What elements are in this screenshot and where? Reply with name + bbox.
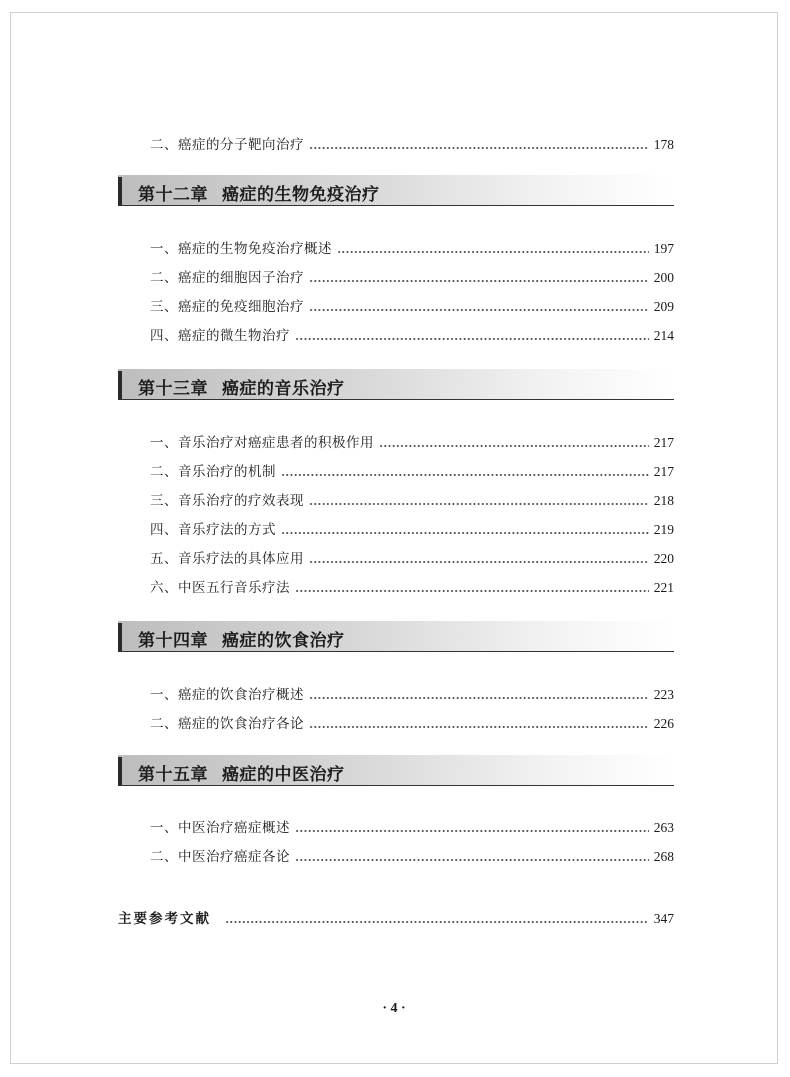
- toc-entry[interactable]: [150, 462, 674, 482]
- toc-entry-page: 178: [653, 137, 674, 152]
- toc-entry-label: 六、中医五行音乐疗法: [150, 580, 290, 596]
- toc-entry-page: 200: [653, 270, 674, 285]
- toc-entry[interactable]: [150, 685, 674, 705]
- dot-leader: [309, 280, 649, 282]
- toc-entry-page: 223: [653, 687, 674, 702]
- chapter-title: 第十三章 癌症的音乐治疗: [138, 379, 345, 399]
- references-entry[interactable]: [118, 909, 674, 929]
- toc-entry[interactable]: [150, 135, 674, 155]
- toc-entry-label: 一、癌症的生物免疫治疗概述: [150, 241, 332, 257]
- dot-leader: [309, 697, 649, 699]
- toc-entry-page: 218: [653, 493, 674, 508]
- toc-entry-page: 209: [653, 299, 674, 314]
- toc-entry-label: 二、癌症的细胞因子治疗: [150, 270, 304, 286]
- toc-entry[interactable]: [150, 268, 674, 288]
- dot-leader: [281, 532, 649, 534]
- toc-entry-label: 一、中医治疗癌症概述: [150, 820, 290, 836]
- dot-leader: [309, 147, 649, 149]
- toc-entry-label: 四、音乐疗法的方式: [150, 522, 276, 538]
- dot-leader: [295, 859, 649, 861]
- toc-entry[interactable]: [150, 578, 674, 598]
- toc-entry[interactable]: [150, 520, 674, 540]
- chapter-heading-14[interactable]: [118, 621, 674, 652]
- toc-entry-label: 四、癌症的微生物治疗: [150, 328, 290, 344]
- toc-entry-page: 197: [653, 241, 674, 256]
- dot-leader: [295, 590, 649, 592]
- dot-leader: [309, 309, 649, 311]
- toc-entry-label: 三、癌症的免疫细胞治疗: [150, 299, 304, 315]
- toc-entry[interactable]: [150, 239, 674, 259]
- dot-leader: [309, 561, 649, 563]
- toc-entry-page: 220: [653, 551, 674, 566]
- chapter-title: 第十四章 癌症的饮食治疗: [138, 631, 345, 651]
- toc-entry[interactable]: [150, 491, 674, 511]
- dot-leader: [281, 474, 649, 476]
- references-label: 主要参考文献: [118, 911, 211, 927]
- toc-entry-label: 二、音乐治疗的机制: [150, 464, 276, 480]
- dot-leader: [309, 726, 649, 728]
- chapter-title: 第十五章 癌症的中医治疗: [138, 765, 345, 785]
- chapter-marker-bar: [118, 623, 122, 651]
- toc-entry[interactable]: [150, 714, 674, 734]
- chapter-marker-bar: [118, 757, 122, 785]
- dot-leader: [337, 251, 649, 253]
- chapter-marker-bar: [118, 177, 122, 205]
- references-page: 347: [653, 911, 674, 926]
- toc-entry-page: 219: [653, 522, 674, 537]
- toc-entry-page: 217: [653, 464, 674, 479]
- toc-entry-label: 二、癌症的饮食治疗各论: [150, 716, 304, 732]
- toc-entry-page: 268: [653, 849, 674, 864]
- toc-entry-label: 一、癌症的饮食治疗概述: [150, 687, 304, 703]
- toc-entry-label: 三、音乐治疗的疗效表现: [150, 493, 304, 509]
- toc-entry-page: 221: [653, 580, 674, 595]
- document-page: [10, 12, 778, 1064]
- chapter-heading-15[interactable]: [118, 755, 674, 786]
- toc-entry[interactable]: [150, 297, 674, 317]
- chapter-title: 第十二章 癌症的生物免疫治疗: [138, 185, 380, 205]
- dot-leader: [295, 830, 649, 832]
- chapter-marker-bar: [118, 371, 122, 399]
- page-number-footer: · 4 ·: [382, 1001, 406, 1016]
- toc-entry-label: 五、音乐疗法的具体应用: [150, 551, 304, 567]
- toc-entry[interactable]: [150, 326, 674, 346]
- dot-leader: [379, 445, 649, 447]
- toc-entry[interactable]: [150, 433, 674, 453]
- dot-leader: [295, 338, 649, 340]
- toc-entry-page: 214: [653, 328, 674, 343]
- toc-entry-label: 一、音乐治疗对癌症患者的积极作用: [150, 435, 374, 451]
- dot-leader: [225, 921, 649, 923]
- toc-entry-page: 226: [653, 716, 674, 731]
- toc-entry[interactable]: [150, 818, 674, 838]
- toc-entry-page: 263: [653, 820, 674, 835]
- toc-entry[interactable]: [150, 847, 674, 867]
- toc-entry-label: 二、中医治疗癌症各论: [150, 849, 290, 865]
- dot-leader: [309, 503, 649, 505]
- toc-entry[interactable]: [150, 549, 674, 569]
- toc-entry-label: 二、癌症的分子靶向治疗: [150, 137, 304, 153]
- chapter-heading-13[interactable]: [118, 369, 674, 400]
- toc-entry-page: 217: [653, 435, 674, 450]
- chapter-heading-12[interactable]: [118, 175, 674, 206]
